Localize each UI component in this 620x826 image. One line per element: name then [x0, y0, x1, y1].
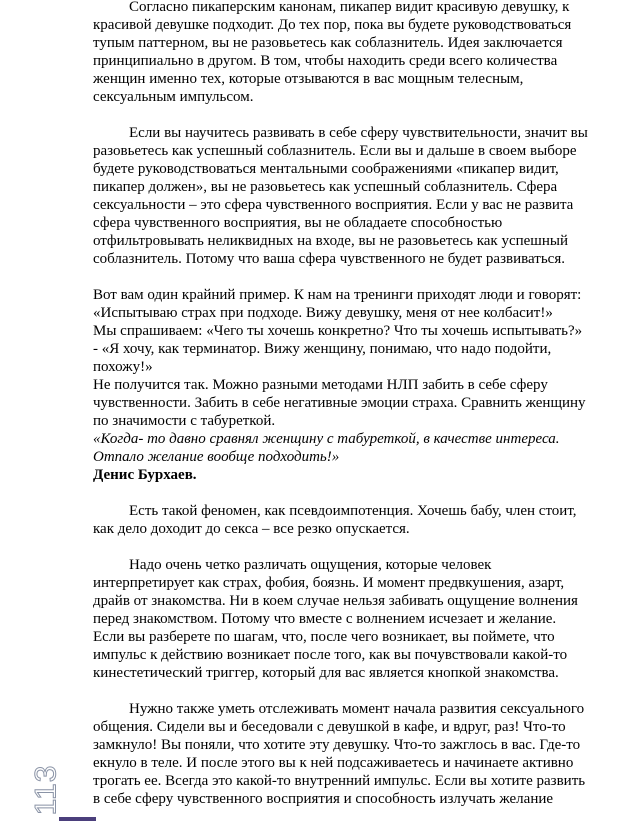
text-line: тупым паттерном, вы не разовьетесь как соблазнитель. Идея заключается	[93, 35, 563, 51]
paragraph-gap	[93, 682, 620, 700]
text-line: женщин именно тех, которые отзываются в вас мощным телесным,	[93, 71, 524, 87]
text-line: Есть такой феномен, как псевдоимпотенция. Хочешь бабу, член стоит,	[129, 503, 577, 519]
quote-line: Отпало желание вообще подходить!»	[93, 449, 340, 465]
paragraph-gap	[93, 106, 620, 124]
text-line: Мы спрашиваем: «Чего ты хочешь конкретно? Что ты хочешь испытывать?»	[93, 323, 583, 339]
text-line: чувственности. Забить в себе негативные эмоции страха. Сравнить женщину	[93, 395, 586, 411]
text-line: Вот вам один крайний пример. К нам на тренинги приходят люди и говорят:	[93, 287, 582, 303]
text-line: по значимости с табуреткой.	[93, 413, 276, 429]
text-line: интерпретирует как страх, фобия, боязнь. И момент предвкушения, азарт,	[93, 575, 565, 591]
text-line: общения. Сидели вы и беседовали с девушкой в кафе, и вдруг, раз! Что-то	[93, 719, 566, 735]
page-footer-rule	[59, 817, 96, 821]
text-line: разовьетесь как успешный соблазнитель. Если вы и дальше в своем выборе	[93, 143, 577, 159]
text-line: замкнуло! Вы поняли, что хотите эту девушку. Что-то зажглось в вас. Где-то	[93, 737, 581, 753]
paragraph-2	[93, 124, 620, 268]
paragraph-gap	[93, 268, 620, 286]
text-line: драйв от знакомства. Ни в коем случае нельзя забивать ощущение волнения	[93, 593, 578, 609]
text-line: Если вы научитесь развивать в себе сферу чувствительности, значит вы	[129, 125, 588, 141]
text-line: - «Я хочу, как терминатор. Вижу женщину, понимаю, что надо подойти,	[93, 341, 552, 357]
paragraph-1	[93, 0, 620, 106]
paragraph-4	[93, 502, 620, 538]
text-line: трогать ее. Всегда это какой-то внутренний импульс. Если вы хотите развить	[93, 773, 586, 789]
paragraph-6	[93, 700, 620, 808]
text-line: Согласно пикаперским канонам, пикапер видит красивую девушку, к	[129, 0, 570, 15]
text-line: сфера чувственного восприятия, вы не обладаете способностью	[93, 215, 503, 231]
text-line: Если вы разберете по шагам, что, после чего возникает, вы поймете, что	[93, 629, 555, 645]
text-line: екнуло в теле. И после этого вы к ней подсаживаетесь и начинаете активно	[93, 755, 574, 771]
quote	[93, 430, 620, 466]
text-line: соблазнитель. Потому что ваша сфера чувственного не будет развиваться.	[93, 251, 565, 267]
page-number-text: 113	[29, 764, 63, 816]
text-line: принципиально в другом. В том, чтобы находить среди всего количества	[93, 53, 558, 69]
text-line: кинестетический триггер, который для вас является кнопкой знакомства.	[93, 665, 559, 681]
text-line: пикапер должен», вы не разовьетесь как успешный соблазнитель. Сфера	[93, 179, 558, 195]
text-line: Нужно также уметь отслеживать момент начала развития сексуального	[129, 701, 585, 717]
quote-line: «Когда- то давно сравнял женщину с табуреткой, в качестве интереса.	[93, 431, 560, 447]
text-line: в себе сферу чувственного восприятия и способность излучать желание	[93, 791, 554, 807]
text-line: перед знакомством. Потому что вместе с волнением исчезает и желание.	[93, 611, 557, 627]
text-line: импульс к действию возникает после того, как вы почувствовали какой-то	[93, 647, 568, 663]
paragraph-gap	[93, 484, 620, 502]
paragraph-5	[93, 556, 620, 682]
text-line: сексуальности – это сфера чувственного восприятия. Если у вас не развита	[93, 197, 574, 213]
text-line: похожу!»	[93, 359, 153, 375]
text-line: Надо очень четко различать ощущения, которые человек	[129, 557, 492, 573]
text-line: как дело доходит до секса – все резко опускается.	[93, 521, 410, 537]
quote-author: Денис Бурхаев.	[93, 467, 197, 483]
paragraph-3	[93, 286, 620, 430]
text-line: Не получится так. Можно разными методами НЛП забить в себе сферу	[93, 377, 548, 393]
page-number	[26, 755, 66, 825]
text-line: отфильтровывать неликвидных на входе, вы не разовьетесь как успешный	[93, 233, 568, 249]
text-line: сексуальным импульсом.	[93, 89, 254, 105]
text-line: «Испытываю страх при подходе. Вижу девушку, меня от нее колбасит!»	[93, 305, 553, 321]
body-text	[93, 0, 620, 808]
text-line: красивой девушке подходит. До тех пор, пока вы будете руководствоваться	[93, 17, 572, 33]
text-line: будете руководствоваться ментальными соображениями «пикапер видит,	[93, 161, 559, 177]
paragraph-gap	[93, 538, 620, 556]
